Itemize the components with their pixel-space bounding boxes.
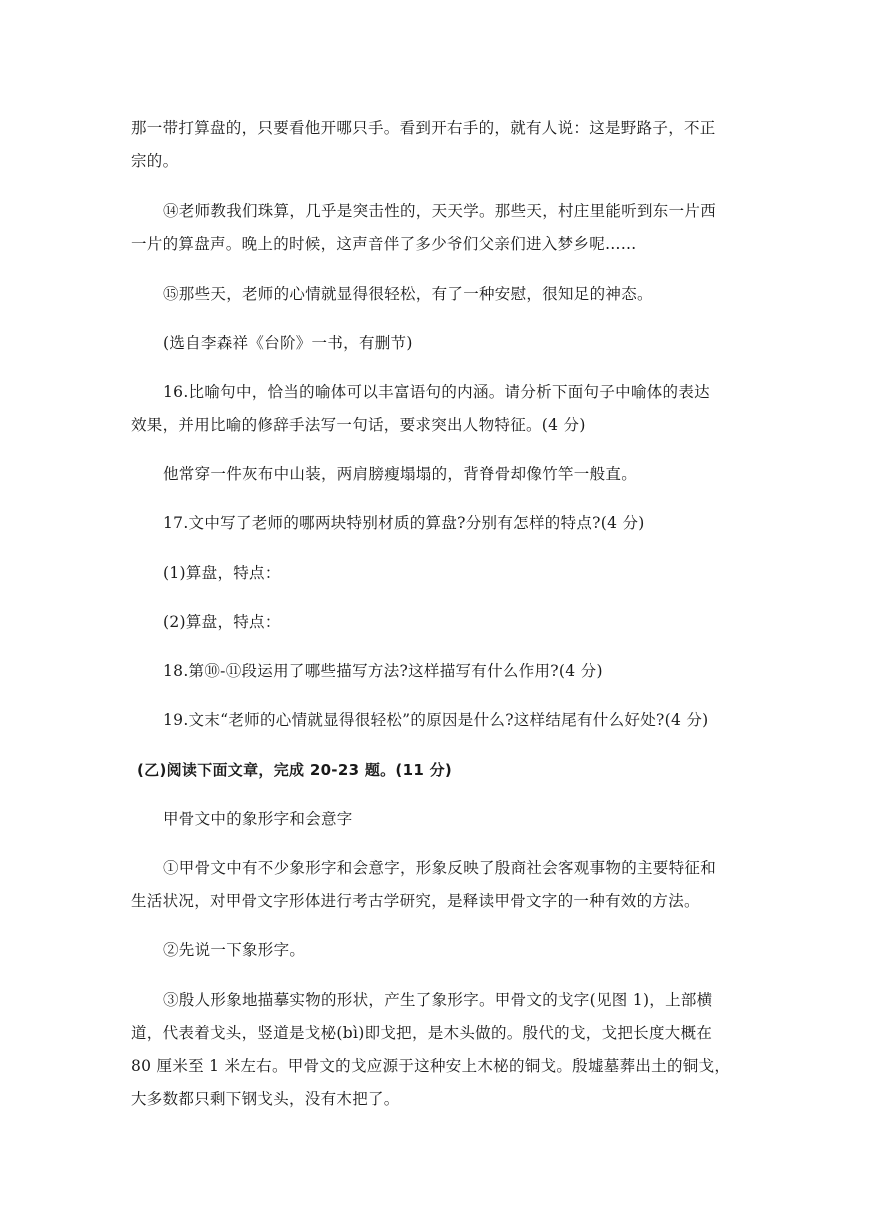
text-line: 那一带打算盘的，只要看他开哪只手。看到开右手的，就有人说：这是野路子，不正 [131, 119, 716, 137]
text-line: 宗的。 [131, 152, 179, 170]
paragraph-2: ②先说一下象形字。 [163, 941, 306, 959]
question-17: 17.文中写了老师的哪两块特别材质的算盘?分别有怎样的特点?(4 分) [163, 514, 645, 532]
question-19: 19.文末“老师的心情就显得很轻松”的原因是什么?这样结尾有什么好处?(4 分) [163, 711, 709, 729]
text-line: 80 厘米至 1 米左右。甲骨文的戈应源于这种安上木柲的铜戈。殷墟墓葬出土的铜戈， [131, 1057, 731, 1075]
text-line: 一片的算盘声。晚上的时候，这声音伴了多少爷们父亲们进入梦乡呢…… [131, 235, 637, 253]
paragraph-14: ⑭老师教我们珠算，几乎是突击性的，天天学。那些天，村庄里能听到东一片西 [163, 202, 717, 220]
question-18: 18.第⑩-⑪段运用了哪些描写方法?这样描写有什么作用?(4 分) [163, 662, 603, 680]
section-heading: (乙)阅读下面文章，完成 20-23 题。(11 分) [137, 761, 453, 779]
paragraph-3: ③殷人形象地描摹实物的形状，产生了象形字。甲骨文的戈字(见图 1)，上部横 [163, 991, 713, 1009]
text-line: 生活状况，对甲骨文字形体进行考古学研究，是释读甲骨文字的一种有效的方法。 [131, 892, 700, 910]
article-title: 甲骨文中的象形字和会意字 [163, 810, 353, 828]
answer-line-1: (1)算盘，特点： [163, 564, 281, 582]
text-line: 大多数都只剩下钢戈头，没有木把了。 [131, 1090, 400, 1108]
text-line: 效果，并用比喻的修辞手法写一句话，要求突出人物特征。(4 分) [131, 416, 586, 434]
text-line: 道，代表着戈头，竖道是戈柲(bì)即戈把，是木头做的。殷代的戈，戈把长度大概在 [131, 1024, 713, 1042]
source-note: (选自李森祥《台阶》一书，有删节) [163, 334, 413, 352]
paragraph-1: ①甲骨文中有不少象形字和会意字，形象反映了殷商社会客观事物的主要特征和 [163, 859, 717, 877]
answer-line-2: (2)算盘，特点： [163, 613, 281, 631]
quoted-sentence: 他常穿一件灰布中山装，两肩膀瘦塌塌的，背脊骨却像竹竿一般直。 [163, 465, 638, 483]
question-16: 16.比喻句中，恰当的喻体可以丰富语句的内涵。请分析下面句子中喻体的表达 [163, 383, 710, 401]
paragraph-15: ⑮那些天，老师的心情就显得很轻松，有了一种安慰，很知足的神态。 [163, 285, 653, 303]
